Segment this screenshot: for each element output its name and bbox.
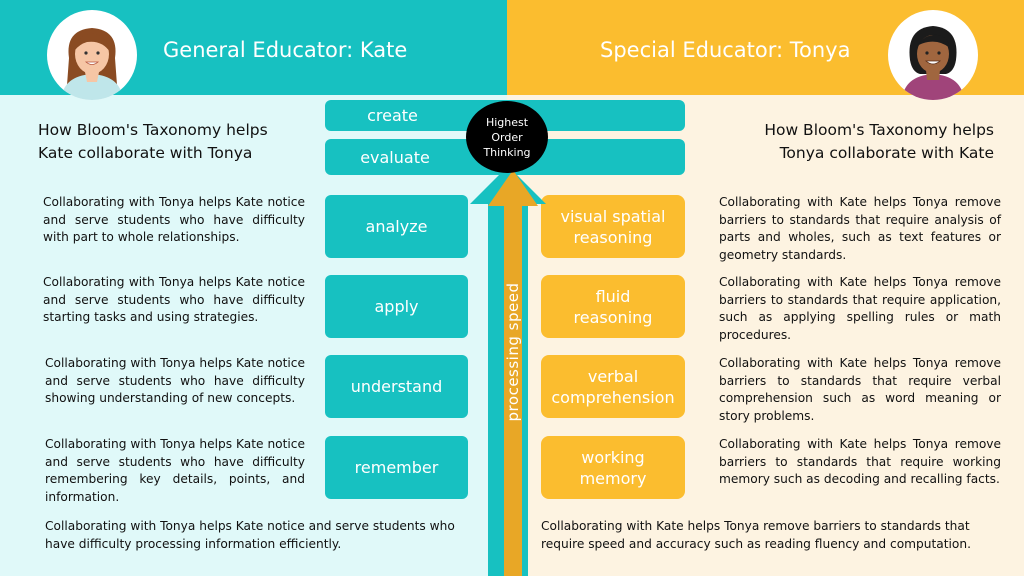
left-paragraph-remember: Collaborating with Tonya helps Kate notice and serve students who have difficulty remembering key details, points, and information.	[45, 437, 305, 504]
right-paragraph-working-memory: Collaborating with Kate helps Tonya remove barriers to standards that require working memory such as decoding and recalling facts.	[719, 437, 1001, 487]
right-paragraph-verbal: Collaborating with Kate helps Tonya remove barriers to standards that require verbal comprehension such as word meaning or story problems.	[719, 356, 1001, 423]
fluid-reasoning-box: fluid reasoning	[541, 275, 685, 338]
tonya-avatar	[888, 10, 978, 100]
highest-order-thinking-badge: Highest Order Thinking	[466, 101, 548, 173]
blooms-understand-box	[325, 355, 468, 418]
left-section-heading	[38, 119, 268, 165]
verbal-comprehension-box: verbal comprehension	[541, 355, 685, 418]
right-header-title: Special Educator: Tonya	[600, 38, 851, 62]
blooms-analyze-box	[325, 195, 468, 258]
right-section-heading	[740, 119, 994, 165]
right-bottom-paragraph: Collaborating with Kate helps Tonya remove barriers to standards that require speed and accuracy such as reading fluency and computation.	[541, 519, 971, 551]
left-header-title: General Educator: Kate	[163, 38, 408, 62]
blooms-remember-box	[325, 436, 468, 499]
tonya-portrait-icon	[888, 10, 978, 100]
blooms-understand-label: understand	[350, 377, 443, 396]
blooms-apply-box	[325, 275, 468, 338]
right-heading-line-2: Tonya collaborate with Kate	[779, 144, 994, 162]
visual-spatial-reasoning-box: visual spatial reasoning	[541, 195, 685, 258]
blooms-remember-label: remember	[354, 458, 439, 477]
left-heading-line-1: How Bloom's Taxonomy helps	[38, 121, 268, 139]
left-paragraph-apply: Collaborating with Tonya helps Kate notice and serve students who have difficulty starting tasks and using strategies.	[43, 275, 305, 325]
right-paragraph-fluid: Collaborating with Kate helps Tonya remove barriers to standards that require application, such as applying spelling rules or math procedures.	[719, 275, 1001, 342]
blooms-apply-label: apply	[374, 297, 419, 316]
processing-speed-label: processing speed	[504, 282, 522, 422]
left-heading-line-2: Kate collaborate with Tonya	[38, 144, 253, 162]
kate-avatar	[47, 10, 137, 100]
blooms-analyze-label: analyze	[365, 217, 428, 236]
kate-portrait-icon	[47, 10, 137, 100]
right-paragraph-visual-spatial: Collaborating with Kate helps Tonya remove barriers to standards that require analysis of parts and wholes, such as text features or geometry standards.	[719, 195, 1001, 262]
blooms-evaluate-label: evaluate	[360, 147, 430, 167]
working-memory-box: working memory	[541, 436, 685, 499]
left-paragraph-analyze: Collaborating with Tonya helps Kate notice and serve students who have difficulty with part to whole relationships.	[43, 195, 305, 245]
right-heading-line-1: How Bloom's Taxonomy helps	[764, 121, 994, 139]
blooms-create-label: create	[367, 106, 418, 125]
left-paragraph-understand: Collaborating with Tonya helps Kate notice and serve students who have difficulty showing understanding of new concepts.	[45, 356, 305, 406]
left-bottom-paragraph: Collaborating with Tonya helps Kate notice and serve students who have difficulty processing information efficiently.	[45, 519, 455, 551]
